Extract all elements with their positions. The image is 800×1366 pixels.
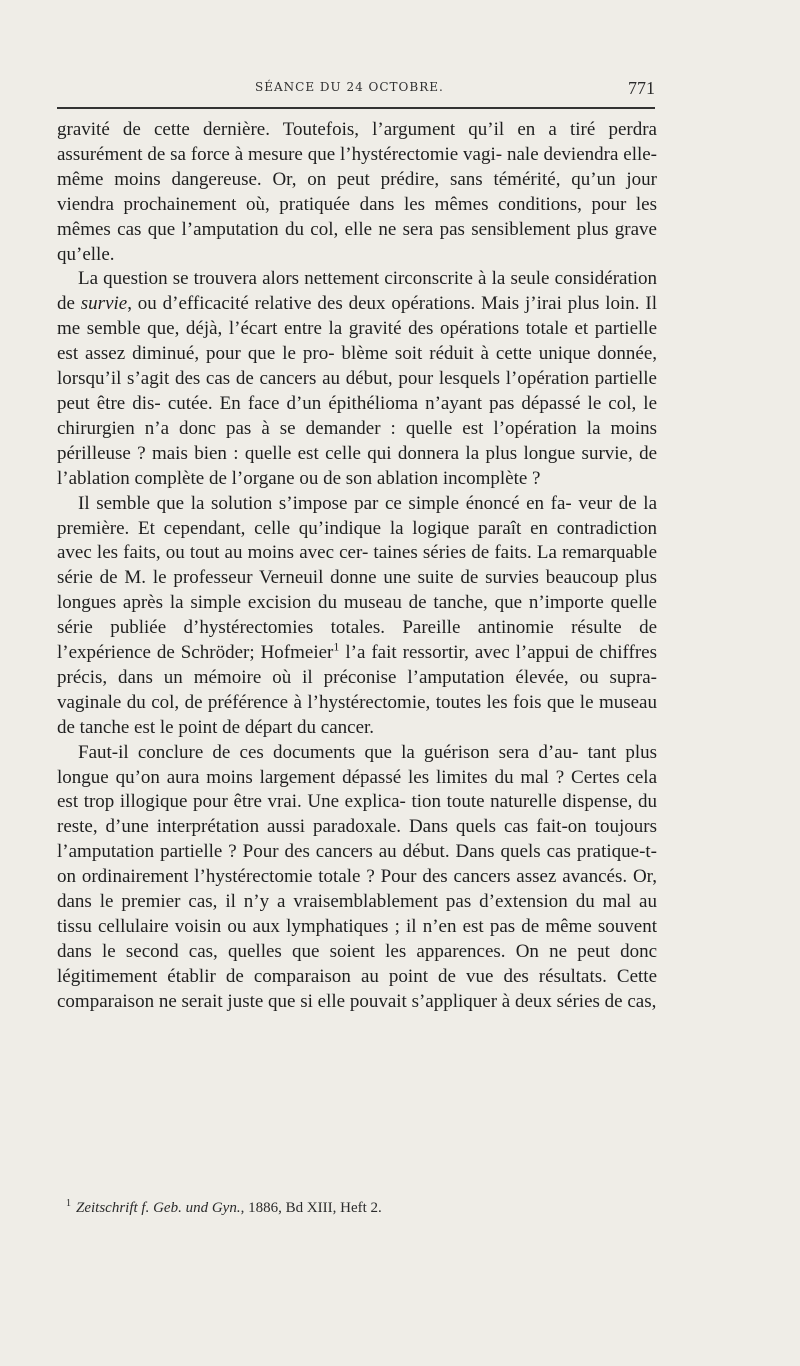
text-line: avancés. Or, dans le premier cas, il n’y a vraisemblablement pas	[57, 866, 657, 913]
text-line: sans témérité, qu’un jour viendra prochainement où, pratiquée	[57, 168, 657, 215]
text-line: publiée d’hystérectomies totales. Pareille antinomie résulte de	[110, 617, 658, 639]
footnote-mark: 1	[66, 1198, 71, 1209]
text-line: chirurgien n’a donc pas à se demander : quelle est l’opération la	[57, 417, 601, 439]
text-line: d’extension du mal au tissu cellulaire voisin ou aux lymphatiques ;	[57, 891, 657, 937]
paragraph-1	[57, 118, 657, 267]
text-line: ordinairement l’hystérectomie totale ? Pour des cancers assez	[81, 866, 557, 888]
text-line: perdra assurément de sa force à mesure que l’hystérectomie vagi-	[57, 119, 657, 165]
text-line: paraît en contradiction avec les faits, ou tout au moins avec cer-	[57, 517, 657, 564]
text-line: considération de	[57, 268, 658, 315]
text-line: Faut-il conclure de ces documents que la guérison sera d’au-	[78, 741, 579, 763]
text-line: cutée. En face d’un épithélioma n’ayant pas dépassé le col, le	[167, 392, 658, 414]
text-line: toutes les fois que le museau de tanche est le point de départ du	[57, 691, 657, 738]
text-line: comparaison au point de vue des résultats. Cette comparaison ne	[57, 965, 658, 1012]
footnote-reference: 1	[333, 639, 340, 654]
text-line: élevée, ou supra-vaginale du col, de préférence à l’hystérectomie,	[57, 666, 657, 713]
text-line: Il semble que la solution s’impose par ce simple énoncé en fa-	[78, 492, 572, 514]
footnote-text: , 1886, Bd XIII, Heft 2.	[240, 1200, 382, 1216]
paragraph-2	[57, 267, 657, 491]
text-line: taines séries de faits. La remarquable série de M. le professeur	[57, 542, 658, 589]
header-rule	[57, 107, 655, 109]
text-line: l’expérience de Schröder; Hofmeier	[57, 642, 334, 664]
text-line: la simple excision du museau de tanche, que n’importe quelle série	[57, 592, 657, 639]
text-line: nale deviendra elle-même moins dangereuse. Or, on peut prédire,	[57, 143, 658, 190]
text-line: de chiffres précis, dans un mémoire où il préconise l’amputation	[57, 642, 657, 688]
text-line: il n’en est pas de même souvent dans le second cas, quelles que	[57, 916, 658, 962]
italic-term: survie	[80, 293, 128, 315]
body-text	[57, 118, 657, 1015]
footnote-source: Zeitschrift f. Geb. und Gyn.	[76, 1200, 241, 1216]
text-line: veur de la première. Et cependant, celle qu’indique la logique	[57, 492, 658, 539]
text-line: partielle ? Pour des cancers au début. Dans quels cas pratique-t-on	[57, 841, 658, 888]
paragraph-4	[57, 741, 657, 1015]
text-line: aussi paradoxale. Dans quels cas fait-on toujours l’amputation	[57, 816, 657, 863]
page-header	[57, 78, 655, 100]
text-line: moins périlleuse ? mais bien : quelle est celle qui donnera la plus	[57, 417, 657, 464]
paragraph-3	[57, 492, 657, 741]
text-line: l’a fait ressortir, avec l’appui	[339, 642, 570, 664]
page-number: 771	[628, 78, 655, 98]
text-line: tant plus longue qu’on aura moins largement dépassé les limites	[57, 741, 658, 788]
text-line: du col, elle ne sera pas sensiblement plus grave qu’elle.	[57, 218, 657, 265]
text-line: , ou d’efficacité relative des deux opérations.	[127, 293, 476, 315]
text-line: des opérations totale et partielle est assez diminué, pour que le pro-	[57, 318, 658, 365]
text-line: Mais j’irai plus loin. Il me semble que, déjà, l’écart entre la gravité	[57, 293, 657, 340]
text-line: soient les apparences. On ne peut donc légitimement établir de	[57, 940, 658, 987]
footnote	[66, 1198, 636, 1217]
text-line: blème soit réduit à cette unique donnée, lorsqu’il s’agit des cas de	[57, 343, 658, 390]
text-line: serait juste que si elle pouvait s’appliquer à deux séries de cas,	[181, 990, 657, 1012]
text-line: dans les mêmes conditions, pour les mêmes cas que l’amputation	[57, 193, 657, 240]
text-line: incomplète ?	[442, 467, 541, 489]
text-line: La question se trouvera alors nettement circonscrite à la seule	[78, 268, 550, 290]
text-line: gravité de cette dernière. Toutefois, l’argument qu’il en a tiré	[57, 119, 596, 140]
text-line: cancers au début, pour lesquels l’opération partielle peut être dis-	[57, 368, 657, 414]
text-line: longue survie, de l’ablation complète de l’organe ou de son ablation	[57, 442, 658, 489]
text-line: Verneuil donne une suite de survies beaucoup plus longues après	[57, 567, 657, 614]
running-title: SÉANCE DU 24 OCTOBRE.	[255, 80, 444, 94]
text-line: du mal ? Certes cela est trop illogique pour être vrai. Une explica-	[57, 766, 658, 813]
text-line: tion toute naturelle dispense, du reste, d’une interprétation	[57, 791, 658, 838]
text-line: cancer.	[320, 716, 375, 738]
